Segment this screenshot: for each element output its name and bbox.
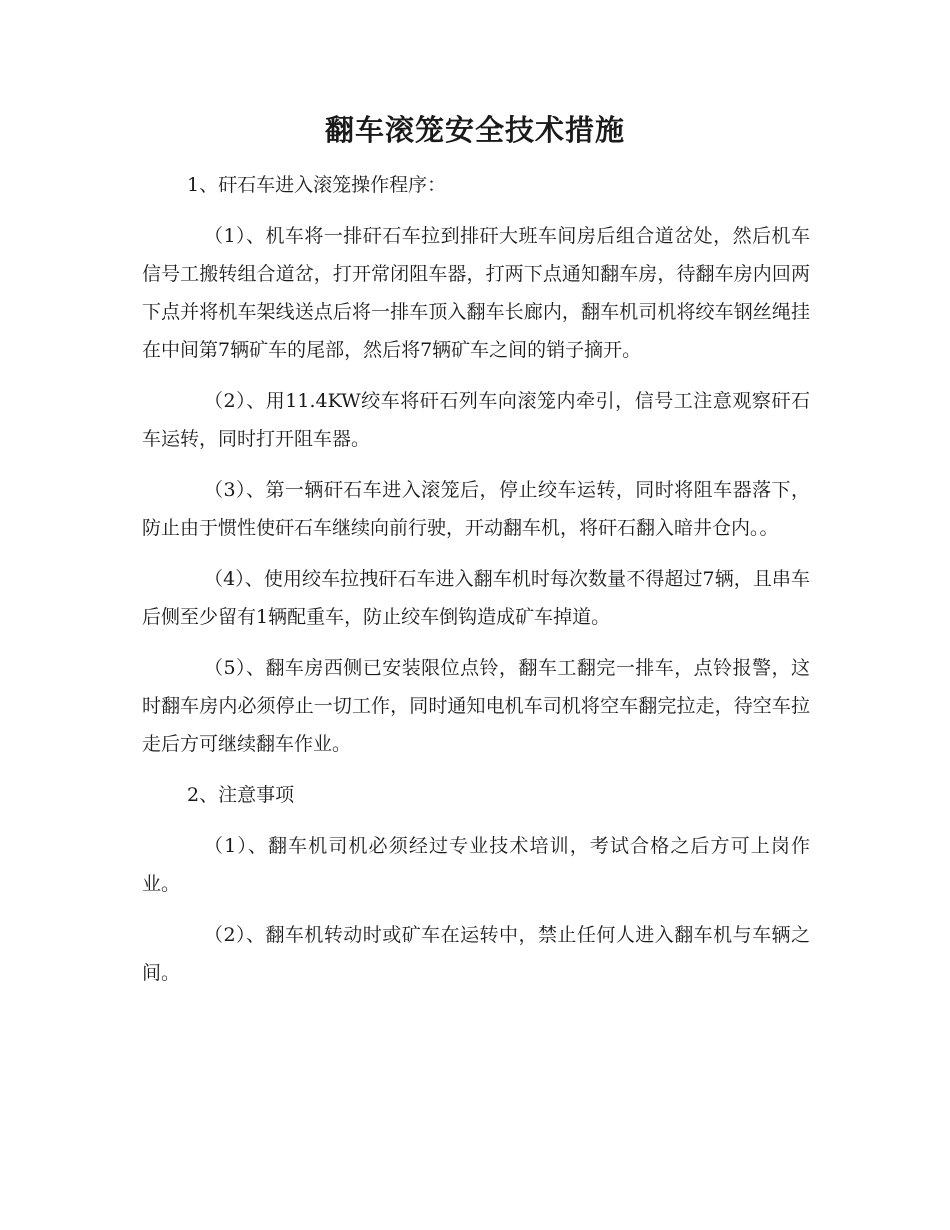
paragraph-1-3: （3）、第一辆矸石车进入滚笼后，停止绞车运转，同时将阻车器落下，防止由于惯性使矸石车继续向前行驶，开动翻车机，将矸石翻入暗井仓内。。: [142, 479, 810, 539]
section-heading-1: 1、矸石车进入滚笼操作程序：: [187, 174, 447, 196]
section-heading-2: 2、注意事项: [187, 784, 295, 806]
paragraph-1-4: （4）、使用绞车拉拽矸石车进入翻车机时每次数量不得超过7辆，且串车后侧至少留有1辆配重车，防止绞车倒钩造成矿车掉道。: [142, 568, 810, 628]
paragraph-1-1: （1）、机车将一排矸石车拉到排矸大班车间房后组合道岔处，然后机车信号工搬转组合道岔，打开常闭阻车器，打两下点通知翻车房，待翻车房内回两下点并将机车架线送点后将一排车顶入翻车长廊内，翻车机司机将绞车钢丝绳挂在中间第7辆矿车的尾部，然后将7辆矿车之间的销子摘开。: [142, 225, 810, 361]
document-title: 翻车滚笼安全技术措施: [324, 113, 625, 147]
paragraph-2-2: （2）、翻车机转动时或矿车在运转中，禁止任何人进入翻车机与车辆之间。: [142, 924, 810, 984]
document-body: [142, 166, 810, 1005]
paragraph-1-2: （2）、用11.4KW绞车将矸石列车向滚笼内牵引，信号工注意观察矸石车运转，同时打开阻车器。: [142, 390, 810, 450]
paragraph-1-5: （5）、翻车房西侧已安装限位点铃，翻车工翻完一排车，点铃报警，这时翻车房内必须停止一切工作，同时通知电机车司机将空车翻完拉走，待空车拉走后方可继续翻车作业。: [142, 657, 810, 755]
paragraph-2-1: （1）、翻车机司机必须经过专业技术培训，考试合格之后方可上岗作业。: [142, 835, 810, 895]
